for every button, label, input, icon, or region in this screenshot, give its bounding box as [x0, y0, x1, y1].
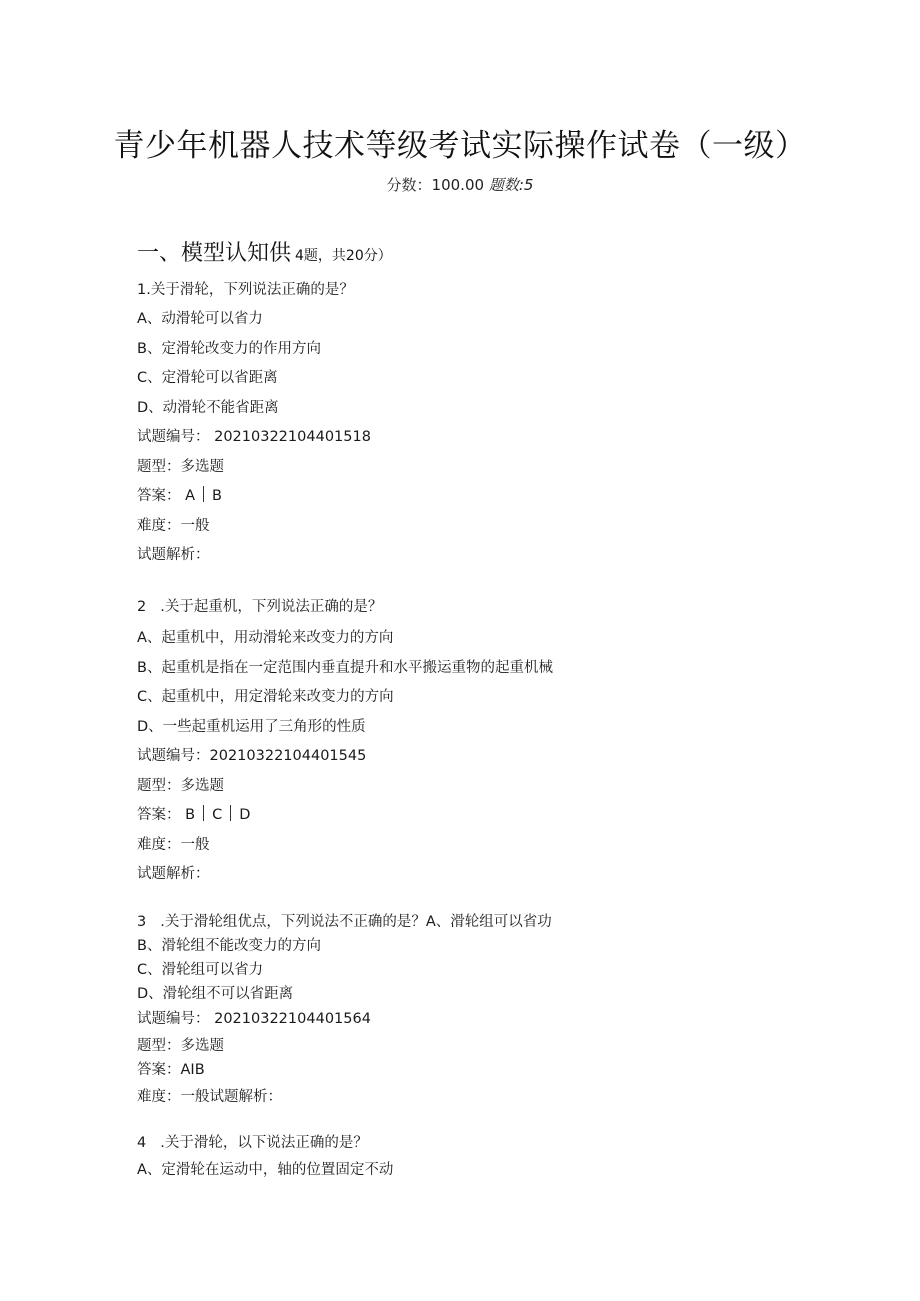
q3-question [137, 911, 552, 933]
q1-id: 试题编号： 20210322104401518 [137, 429, 371, 445]
q2-answer-part: C [212, 807, 223, 823]
q1-answer [137, 485, 222, 507]
q2-analysis: 试题解析： [137, 866, 210, 882]
q3-answer: 答案：AIB [137, 1062, 205, 1078]
q4-question [137, 1132, 368, 1154]
q2-difficulty: 难度：一般 [137, 837, 210, 853]
q4-question-text: .关于滑轮，以下说法正确的是？ [160, 1135, 368, 1151]
q3-id: 试题编号： 20210322104401564 [137, 1011, 371, 1027]
q1-question: 1.关于滑轮，下列说法正确的是？ [137, 282, 354, 298]
q2-answer-prefix: 答案： B [137, 807, 196, 823]
q2-question-text: .关于起重机，下列说法正确的是？ [160, 599, 383, 615]
page-title: 青少年机器人技术等级考试实际操作试卷（一级） [113, 128, 807, 164]
q2-type: 题型：多选题 [137, 778, 224, 794]
q2-id: 试题编号：20210322104401545 [137, 748, 367, 764]
answer-separator [203, 805, 204, 821]
q3-number: 3 [137, 914, 147, 930]
q2-option-b: B、起重机是指在一定范围内垂直提升和水平搬运重物的起重机械 [137, 660, 553, 676]
q3-difficulty: 难度：一般试题解析： [137, 1089, 282, 1105]
q1-answer-part: B [212, 488, 222, 504]
q1-option-b: B、定滑轮改变力的作用方向 [137, 341, 321, 357]
q1-analysis: 试题解析： [137, 547, 210, 563]
q3-type: 题型：多选题 [137, 1038, 224, 1054]
q4-option-a: A、定滑轮在运动中，轴的位置固定不动 [137, 1162, 394, 1178]
question-count-label: 题数:5 [488, 176, 534, 194]
q2-option-a: A、起重机中，用动滑轮来改变力的方向 [137, 630, 394, 646]
score-info [0, 174, 920, 196]
q1-option-d: D、动滑轮不能省距离 [137, 400, 279, 416]
q4-number: 4 [137, 1135, 147, 1151]
q3-option-c: C、滑轮组可以省力 [137, 962, 264, 978]
q1-answer-prefix: 答案： A [137, 488, 196, 504]
q2-question [137, 596, 382, 618]
q1-type: 题型：多选题 [137, 459, 224, 475]
q3-option-b: B、滑轮组不能改变力的方向 [137, 938, 321, 954]
score-label: 分数：100.00 [386, 176, 485, 194]
q2-number: 2 [137, 599, 147, 615]
q1-option-c: C、定滑轮可以省距离 [137, 370, 278, 386]
q3-question-text: .关于滑轮组优点，下列说法不正确的是？A、滑轮组可以省功 [160, 914, 552, 930]
q3-option-d: D、滑轮组不可以省距离 [137, 986, 294, 1002]
answer-separator [230, 805, 231, 821]
q2-answer-part: D [239, 807, 251, 823]
section-heading [137, 238, 392, 272]
q1-option-a: A、动滑轮可以省力 [137, 311, 263, 327]
section-heading-main: 一、模型认知供 [137, 241, 292, 266]
section-heading-detail: 4题，共20分） [295, 248, 392, 264]
q2-option-d: D、一些起重机运用了三角形的性质 [137, 719, 366, 735]
answer-separator [203, 486, 204, 502]
q1-difficulty: 难度：一般 [137, 518, 210, 534]
q2-answer [137, 804, 250, 826]
q2-option-c: C、起重机中，用定滑轮来改变力的方向 [137, 689, 394, 705]
